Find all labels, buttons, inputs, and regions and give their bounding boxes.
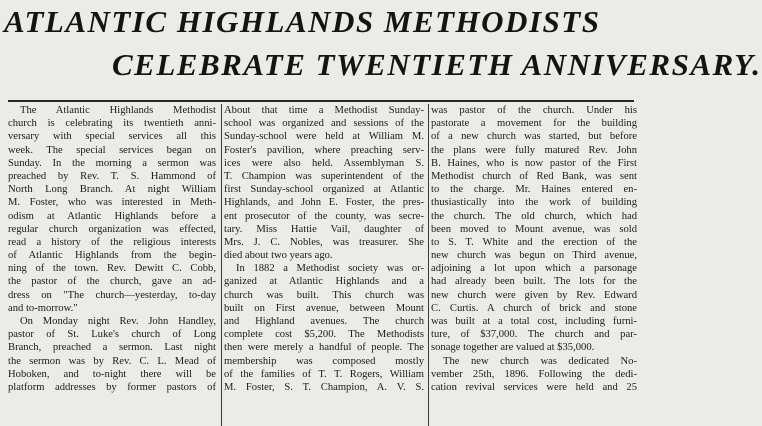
- article-column-3: [431, 104, 637, 426]
- headline-line-2: CELEBRATE TWENTIETH ANNIVERSARY.: [112, 47, 762, 82]
- article-text-line: preached by Rev. T. S. Hammond of: [8, 170, 216, 182]
- article-text-line: versary with special services all this: [8, 131, 216, 143]
- article-text-line: In 1882 a Methodist society was or-: [236, 263, 424, 275]
- article-text-line: M. Foster, who was interested in Meth-: [8, 197, 216, 209]
- article-text-line: M. Foster, S. T. Champion, A. V. S.: [224, 381, 424, 393]
- article-text-line: was pastor of the church. Under his: [431, 105, 637, 116]
- article-text-line: church is celebrating its twentieth anni-: [8, 118, 216, 130]
- article-text-line: ent prosecutor of the county, was secre-: [224, 210, 424, 222]
- article-text-line: ning of the town. Rev. Dewitt C. Cobb,: [8, 263, 216, 275]
- column-divider: [428, 104, 429, 426]
- article-text-line: membership was composed mostly: [224, 355, 424, 367]
- article-text-line: ture, of $37,000. The church and par-: [431, 329, 637, 341]
- article-text-line: Branch, preached a sermon. Last night: [8, 342, 216, 354]
- article-text-line: sonage together are valued at $35,000.: [431, 342, 595, 354]
- article-text-line: Sunday-school were held at William M.: [224, 131, 424, 143]
- article-text-line: the church. The old church, which had: [431, 210, 637, 222]
- article-text-line: Hoboken, and to-night there will be: [8, 368, 216, 380]
- article-text-line: About that time a Methodist Sunday-: [224, 105, 424, 116]
- article-text-line: ganized at Atlantic Highlands and a: [224, 276, 424, 288]
- article-text-line: T. Champion was superintendent of the: [224, 170, 424, 182]
- article-text-line: and to-morrow.": [8, 302, 78, 314]
- article-text-line: was built at a total cost, including furni-: [431, 316, 637, 327]
- article-text-line: week. The special services began on: [8, 144, 216, 156]
- article-text-line: read a history of the religious interests: [8, 236, 216, 248]
- article-text-line: complete cost $5,200. The Methodists: [224, 329, 424, 341]
- article-text-line: the plans were fully matured Rev. John: [431, 144, 637, 156]
- article-text-line: odism at Atlantic Highlands before a: [8, 210, 216, 222]
- article-text-line: school was organized and sessions of the: [224, 118, 424, 130]
- article-text-line: North Long Branch. At night William: [8, 184, 216, 196]
- article-text-line: dress on "The church—yesterday, to-day: [8, 289, 216, 301]
- article-text-line: The Atlantic Highlands Methodist: [20, 105, 216, 116]
- article-text-line: Methodist church of Red Bank, was sent: [431, 170, 637, 182]
- article-text-line: regular church organization was effected,: [8, 223, 216, 235]
- headline-line-1: ATLANTIC HIGHLANDS METHODISTS: [4, 4, 601, 39]
- article-text-line: cation revival services were held and 25: [431, 381, 637, 393]
- article-text-line: built on First avenue, between Mount: [224, 302, 424, 314]
- article-text-line: church was built. This church was: [224, 289, 424, 301]
- article-text-line: The new church was dedicated No-: [443, 355, 637, 367]
- article-text-line: Foster's pavilion, where preaching serv-: [224, 144, 424, 156]
- article-text-line: On Monday night Rev. John Handley,: [20, 316, 216, 327]
- article-text-line: then were merely a handful of people. The: [224, 342, 424, 354]
- article-text-line: B. Haines, who is now pastor of the First: [431, 157, 637, 169]
- article-text-line: and Highland avenues. The church: [224, 316, 424, 327]
- article-text-line: pastorate a movement for the building: [431, 118, 637, 130]
- article-text-line: been moved to Mount avenue, was sold: [431, 223, 637, 235]
- article-text-line: of the families of T. T. Rogers, William: [224, 368, 424, 380]
- article-text-line: vember 25th, 1896. Following the dedi-: [431, 368, 637, 380]
- article-text-line: platform addresses by former pastors of: [8, 381, 216, 393]
- article-text-line: C. Curtis. A church of brick and stone: [431, 302, 637, 314]
- article-text-line: Mrs. J. C. Nobles, was treasurer. She: [224, 236, 424, 248]
- headline-divider: [8, 100, 634, 102]
- article-text-line: died about two years ago.: [224, 250, 333, 262]
- article-column-2: [224, 104, 424, 426]
- article-text-line: to S. T. White and the erection of the: [431, 236, 637, 248]
- article-text-line: tary. Miss Hattie Vail, daughter of: [224, 223, 424, 235]
- article-text-line: adjoining a lot upon which a parsonage: [431, 263, 637, 275]
- article-text-line: had already been built. The lots for the: [431, 276, 637, 288]
- article-text-line: of Atlantic Highlands from the begin-: [8, 250, 216, 262]
- article-text-line: first Sunday-school organized at Atlantic: [224, 184, 424, 196]
- article-text-line: Sunday. In the morning a sermon was: [8, 157, 216, 169]
- article-column-1: [8, 104, 216, 426]
- article-text-line: ices were also held. Assemblyman S.: [224, 157, 424, 169]
- article-text-line: thusiastically into the work of building: [431, 197, 637, 209]
- article-text-line: Highlands, and John E. Foster, the pres-: [224, 197, 424, 209]
- article-text-line: new church was begun on Third avenue,: [431, 250, 637, 262]
- article-text-line: the sermon was by Rev. C. L. Mead of: [8, 355, 216, 367]
- article-text-line: to the charge. Mr. Haines entered en-: [431, 184, 637, 196]
- article-text-line: new church were given by Rev. Edward: [431, 289, 637, 301]
- article-text-line: pastor of St. Luke's church of Long: [8, 329, 216, 341]
- column-divider: [221, 104, 222, 426]
- article-text-line: of a new church was started, but before: [431, 131, 637, 143]
- article-text-line: the pastor of the church, gave an ad-: [8, 276, 216, 288]
